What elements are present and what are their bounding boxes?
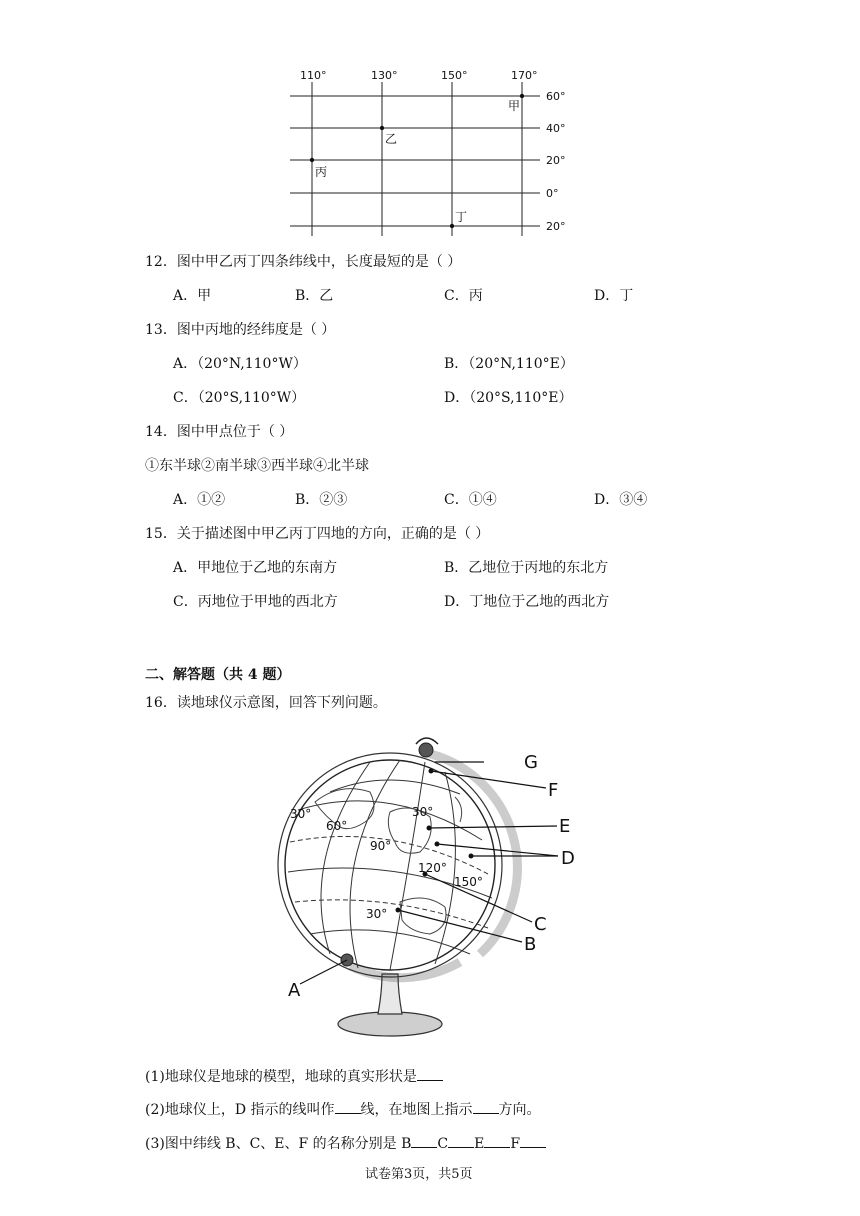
q15-option-b[interactable]: B．乙地位于丙地的东北方	[444, 560, 609, 576]
page-footer: 试卷第3页，共5页	[365, 1167, 473, 1182]
long-label-170: 170°	[511, 69, 538, 82]
globe-label-b: B	[524, 934, 537, 955]
q14-option-b[interactable]: B．②③	[295, 492, 348, 508]
answer-blank[interactable]	[417, 1066, 443, 1081]
long-label-130: 130°	[371, 69, 398, 82]
question-16: 16．读地球仪示意图，回答下列问题。	[145, 695, 387, 711]
globe-label-f: F	[548, 780, 559, 801]
globe-deg-120: 120°	[418, 861, 447, 875]
q15-option-c[interactable]: C．丙地位于甲地的西北方	[173, 594, 338, 610]
sub-question-3-text-c: E	[474, 1136, 485, 1152]
sub-question-3	[145, 1133, 546, 1154]
long-label-150: 150°	[441, 69, 468, 82]
q14-option-a[interactable]: A．①②	[173, 492, 226, 508]
globe-deg-30-mid: 30°	[412, 805, 434, 819]
sub-question-2-text-a: (2)地球仪上，D 指示的线叫作	[145, 1102, 335, 1118]
answer-blank[interactable]	[520, 1133, 546, 1148]
lat-long-grid-figure	[285, 60, 585, 240]
q12-option-a[interactable]: A．甲	[173, 288, 212, 304]
question-14-statements: ①东半球②南半球③西半球④北半球	[145, 458, 369, 474]
point-yi: 乙	[385, 132, 398, 146]
answer-blank[interactable]	[484, 1133, 510, 1148]
point-bing: 丙	[315, 165, 328, 179]
globe-label-c: C	[534, 914, 547, 935]
sub-question-2-text-b: 线，在地图上指示	[360, 1102, 473, 1118]
question-14: 14．图中甲点位于（ ）	[145, 424, 294, 440]
q13-option-b[interactable]: B．（20°N,110°E）	[444, 356, 574, 372]
globe-figure	[270, 722, 600, 1044]
globe-label-d: D	[561, 848, 575, 869]
q12-option-b[interactable]: B．乙	[295, 288, 334, 304]
q15-option-d[interactable]: D．丁地位于乙地的西北方	[444, 594, 610, 610]
q14-option-d[interactable]: D．③④	[594, 492, 648, 508]
q15-option-a[interactable]: A．甲地位于乙地的东南方	[173, 560, 338, 576]
sub-question-1-text: (1)地球仪是地球的模型，地球的真实形状是	[145, 1069, 417, 1085]
q13-option-c[interactable]: C．（20°S,110°W）	[173, 390, 306, 406]
q12-option-c[interactable]: C．丙	[444, 288, 483, 304]
globe-deg-90: 90°	[370, 839, 392, 853]
sub-question-3-text-b: C	[437, 1136, 449, 1152]
point-jia: 甲	[508, 99, 521, 113]
lat-label-40: 40°	[546, 122, 566, 135]
sub-question-3-text-d: F	[510, 1136, 521, 1152]
lat-label-60: 60°	[546, 90, 566, 103]
answer-blank[interactable]	[448, 1133, 474, 1148]
globe-deg-150: 150°	[454, 875, 483, 889]
globe-label-e: E	[559, 816, 571, 837]
lat-label-20s: 20°	[546, 220, 566, 233]
question-15: 15．关于描述图中甲乙丙丁四地的方向，正确的是（ ）	[145, 526, 490, 542]
sub-question-2-text-c: 方向。	[498, 1102, 541, 1118]
globe-deg-30-south: 30°	[366, 907, 388, 921]
answer-blank[interactable]	[335, 1099, 361, 1114]
sub-question-2	[145, 1099, 541, 1120]
q12-option-d[interactable]: D．丁	[594, 288, 634, 304]
globe-label-a: A	[288, 980, 301, 1001]
lat-label-20n: 20°	[546, 154, 566, 167]
question-13: 13．图中丙地的经纬度是（ ）	[145, 322, 336, 338]
globe-deg-30-north: 30°	[290, 807, 312, 821]
long-label-110: 110°	[300, 69, 327, 82]
lat-label-0: 0°	[546, 187, 559, 200]
globe-deg-60: 60°	[326, 819, 348, 833]
point-ding: 丁	[455, 210, 468, 224]
q13-option-d[interactable]: D．（20°S,110°E）	[444, 390, 573, 406]
globe-label-g: G	[524, 752, 538, 773]
answer-blank[interactable]	[473, 1099, 499, 1114]
sub-question-3-text-a: (3)图中纬线 B、C、E、F 的名称分别是 B	[145, 1136, 412, 1152]
q13-option-a[interactable]: A．（20°N,110°W）	[173, 356, 307, 372]
answer-blank[interactable]	[411, 1133, 437, 1148]
section-title: 二、解答题（共 4 题）	[145, 667, 291, 683]
sub-question-1	[145, 1066, 443, 1087]
q14-option-c[interactable]: C．①④	[444, 492, 497, 508]
question-12: 12．图中甲乙丙丁四条纬线中，长度最短的是（ ）	[145, 254, 462, 270]
